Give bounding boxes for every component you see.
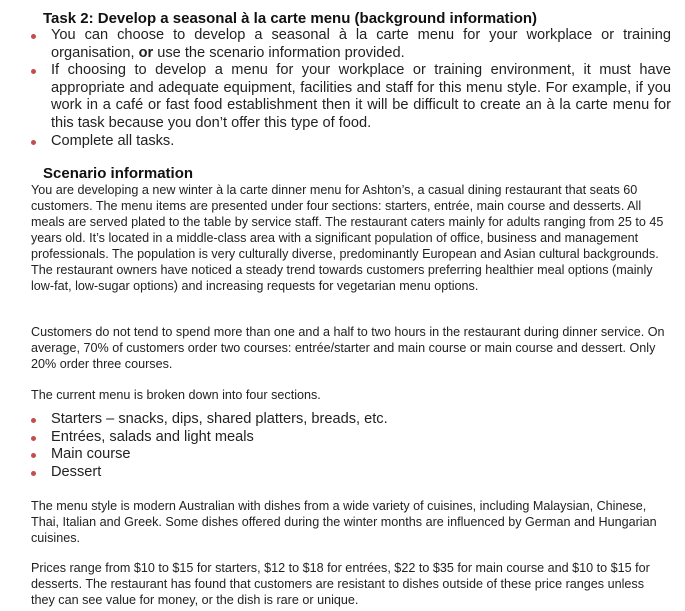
task-heading: Task 2: Develop a seasonal à la carte menu (background information) (43, 10, 538, 27)
bullet-emphasis: or (138, 44, 154, 61)
bullet-icon (31, 471, 36, 476)
task-bullet-list (31, 27, 671, 150)
list-item (31, 133, 671, 151)
bullet-text-part: You can choose to develop a seasonal à la carte menu for your workplace or training organisation, (51, 27, 671, 61)
bullet-icon (31, 34, 36, 39)
menu-section-label: Main course (51, 446, 131, 463)
bullet-icon (31, 436, 36, 441)
list-item (31, 62, 671, 132)
list-item (31, 27, 671, 62)
scenario-paragraph-4: The menu style is modern Australian with dishes from a wide variety of cuisines, including Malaysian, Chinese, Thai, Italian and Greek. Some dishes offered during the winter months are influenced by German and Hungarian cuisines. (31, 499, 657, 545)
scenario-paragraph-2: Customers do not tend to spend more than one and a half to two hours in the restaurant during dinner service. On average, 70% of customers order two courses: entrée/starter and main course or main course and dessert. Only 20% order three courses. (31, 325, 665, 371)
menu-section-label: Entrées, salads and light meals (51, 428, 254, 445)
bullet-icon (31, 69, 36, 74)
scenario-heading: Scenario information (43, 165, 194, 182)
scenario-paragraph-5: Prices range from $10 to $15 for starters, $12 to $18 for entrées, $22 to $35 for main course and $10 to $15 for desserts. The restaurant has found that customers are resistant to dishes outside of these price ranges unless they can see value for money, or the dish is rare or unique. (31, 561, 650, 607)
menu-section-label: Dessert (51, 463, 102, 480)
menu-sections-list (31, 411, 671, 481)
bullet-text: Complete all tasks. (51, 132, 175, 149)
bullet-icon (31, 453, 36, 458)
menu-section-label: Starters – snacks, dips, shared platters, breads, etc. (51, 411, 388, 427)
list-item (31, 411, 671, 429)
list-item (31, 464, 671, 482)
bullet-icon (31, 140, 36, 145)
scenario-paragraph-1: You are developing a new winter à la carte dinner menu for Ashton’s, a casual dining restaurant that seats 60 customers. The menu items are presented under four sections: starters, entrée, main course and desserts. All meals are served plated to the table by service staff. The restaurant caters mainly for adults ranging from 25 to 45 years old. It’s located in a middle-class area with a significant population of office, business and management professionals. The population is very culturally diverse, predominantly European and Asian cultural backgrounds. The restaurant owners have noticed a steady trend towards customers preferring healthier meal options (mainly low-fat, low-sugar options) and increasing requests for vegetarian menu options. (31, 183, 664, 293)
list-item (31, 429, 671, 447)
bullet-text-part: use the scenario information provided. (153, 44, 405, 61)
scenario-paragraph-3: The current menu is broken down into four sections. (31, 388, 321, 402)
bullet-icon (31, 418, 36, 423)
list-item (31, 446, 671, 464)
bullet-text: If choosing to develop a menu for your workplace or training environment, it must have appropriate and adequate equipment, facilities and staff for this menu style. For example, if you work in a café or fast food establishment then it will be difficult to create an à la carte menu for this task because you don’t offer this type of food. (51, 62, 671, 131)
